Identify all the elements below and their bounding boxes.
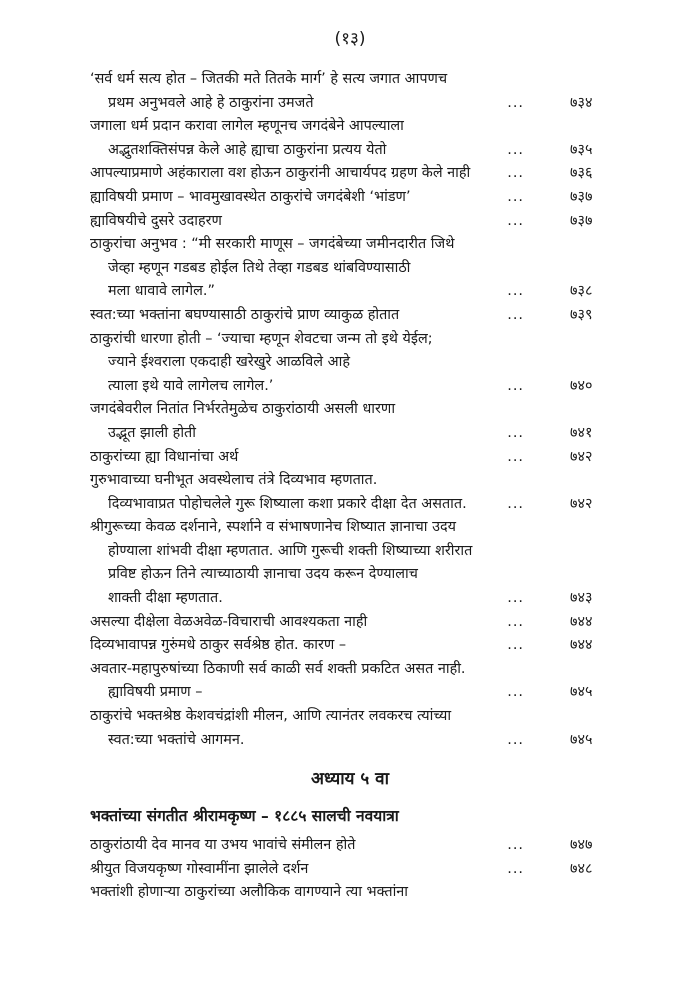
toc-leader-dots: ... <box>507 283 524 300</box>
toc-page-number: ७३६ <box>570 165 593 182</box>
toc-entry-text: श्रीगुरूच्या केवळ दर्शनाने, स्पर्शाने व संभाषणानेच शिष्यात ज्ञानाचा उदय <box>90 519 456 536</box>
toc-page-number: ७३७ <box>570 188 593 205</box>
toc-entry <box>90 162 610 186</box>
toc-page-number: ७४८ <box>570 860 593 877</box>
toc-entry <box>90 858 610 882</box>
toc-entry-text: भक्तांशी होणाऱ्या ठाकुरांच्या अलौकिक वागण्याने त्या भक्तांना <box>90 884 409 901</box>
toc-entry-text: ह्याविषयी प्रमाण – <box>108 684 203 701</box>
toc-leader-dots: ... <box>507 188 524 205</box>
toc-entry-text: गुरुभावाच्या घनीभूत अवस्थेलाच तंत्रे दिव्यभाव म्हणतात. <box>90 472 378 489</box>
toc-leader-dots: ... <box>507 141 524 158</box>
toc-entry <box>90 68 610 115</box>
toc-page-number: ७४० <box>570 377 593 394</box>
toc-entry-text: स्वत:च्या भक्तांना बघण्यासाठी ठाकुरांचे प्राण व्याकुळ होतात <box>90 306 400 323</box>
toc-leader-dots: ... <box>507 860 524 877</box>
toc-entry-text: श्रीयुत विजयकृष्ण गोस्वामींना झालेले दर्शन <box>90 860 309 877</box>
toc-page-number: ७४१ <box>570 424 593 441</box>
toc-leader-dots: ... <box>507 837 524 853</box>
toc-entry-text: जगाला धर्म प्रदान करावा लागेल म्हणूनच जगदंबेने आपल्याला <box>90 118 404 135</box>
toc-entry-text: ज्याने ईश्वराला एकदाही खरेखुरे आळविले आहे <box>108 354 350 371</box>
toc-entry-text: होण्याला शांभवी दीक्षा म्हणतात. आणि गुरूची शक्ती शिष्याच्या शरीरात <box>108 542 473 559</box>
toc-entry <box>90 115 610 162</box>
toc-leader-dots: ... <box>507 448 524 465</box>
toc-leader-dots: ... <box>507 731 524 748</box>
toc-entry <box>90 210 610 234</box>
toc-leader-dots: ... <box>507 306 524 323</box>
toc-entry-text: त्याला इथे यावे लागेलच लागेल.’ <box>108 377 274 394</box>
section-title: भक्तांच्या संगतीत श्रीरामकृष्ण – १८८५ सालची नवयात्रा <box>90 807 399 825</box>
toc-entry-text: ठाकुरांच्या ह्या विधानांचा अर्थ <box>90 448 239 465</box>
toc-leader-dots: ... <box>507 94 524 111</box>
toc-page-number: ७४४ <box>570 613 593 630</box>
toc-page-number: ७४४ <box>570 637 593 654</box>
toc-entry <box>90 446 610 470</box>
toc-entry-text: ठाकुरांचे भक्तश्रेष्ठ केशवचंद्रांशी मीलन, आणि त्यानंतर लवकरच त्यांच्या <box>90 708 452 725</box>
toc-entry <box>90 516 610 610</box>
toc-entry-text: स्वत:च्या भक्तांचे आगमन. <box>108 731 245 748</box>
toc-entry <box>90 881 610 905</box>
toc-page-number: ७४७ <box>570 837 593 853</box>
toc-entry <box>90 328 610 399</box>
toc-page-number: ७४५ <box>570 684 593 701</box>
toc-entry-text: ठाकुरांचा अनुभव : “मी सरकारी माणूस – जगदंबेच्या जमीनदारीत जिथे <box>90 236 455 253</box>
toc-entry <box>90 611 610 635</box>
toc-leader-dots: ... <box>507 377 524 394</box>
toc-entry-text: शाक्ती दीक्षा म्हणतात. <box>108 590 223 607</box>
toc-entry-text: ह्याविषयीचे दुसरे उदाहरण <box>90 212 222 229</box>
toc-entry-text: अद्भुतशक्तिसंपन्न केले आहे ह्याचा ठाकुरांना प्रत्यय येतो <box>108 141 387 158</box>
table-of-contents <box>90 68 610 752</box>
toc-entry-text: दिव्यभावाप्रत पोहोचलेले गुरू शिष्याला कशा प्रकारे दीक्षा देत असतात. <box>108 495 467 512</box>
toc-entry <box>90 233 610 304</box>
toc-entry-text: दिव्यभावापन्न गुरुंमधे ठाकुर सर्वश्रेष्ठ होत. कारण – <box>90 637 347 654</box>
toc-entry <box>90 634 610 658</box>
toc-entry <box>90 304 610 328</box>
table-of-contents-continued <box>90 834 610 905</box>
toc-page-number: ७३४ <box>570 94 593 111</box>
toc-entry <box>90 705 610 752</box>
toc-entry-text: प्रविष्ट होऊन तिने त्याच्याठायी ज्ञानाचा उदय करून देण्यालाच <box>108 566 418 583</box>
toc-entry <box>90 398 610 445</box>
toc-entry-text: असल्या दीक्षेला वेळअवेळ-विचाराची आवश्यकता नाही <box>90 613 368 630</box>
toc-page-number: ७३७ <box>570 212 593 229</box>
toc-entry-text: आपल्याप्रमाणे अहंकाराला वश होऊन ठाकुरांनी आचार्यपद ग्रहण केले नाही <box>90 165 471 182</box>
toc-leader-dots: ... <box>507 637 524 654</box>
toc-leader-dots: ... <box>507 590 524 607</box>
toc-entry-text: प्रथम अनुभवले आहे हे ठाकुरांना उमजते <box>108 94 314 111</box>
toc-page-number: ७४२ <box>570 448 593 465</box>
toc-entry <box>90 186 610 210</box>
toc-leader-dots: ... <box>507 165 524 182</box>
page-number: (१३) <box>334 29 366 49</box>
toc-entry <box>90 658 610 705</box>
chapter-title: अध्याय ५ वा <box>310 769 390 789</box>
toc-page-number: ७४२ <box>570 495 593 512</box>
toc-entry <box>90 834 610 858</box>
toc-entry-text: उद्भूत झाली होती <box>108 424 196 441</box>
toc-page-number: ७३५ <box>570 141 593 158</box>
toc-leader-dots: ... <box>507 613 524 630</box>
toc-page-number: ७३८ <box>570 283 593 300</box>
toc-leader-dots: ... <box>507 212 524 229</box>
toc-leader-dots: ... <box>507 684 524 701</box>
toc-page-number: ७४५ <box>570 731 593 748</box>
toc-entry-text: ह्याविषयी प्रमाण – भावमुखावस्थेत ठाकुरांचे जगदंबेशी ‘भांडण’ <box>90 188 411 205</box>
toc-entry <box>90 469 610 516</box>
toc-entry-text: जगदंबेवरील नितांत निर्भरतेमुळेच ठाकुरांठायी असली धारणा <box>90 401 396 418</box>
toc-leader-dots: ... <box>507 495 524 512</box>
toc-entry-text: ‘सर्व धर्म सत्य होत – जितकी मते तितके मार्ग’ हे सत्य जगात आपणच <box>90 71 448 87</box>
toc-leader-dots: ... <box>507 424 524 441</box>
toc-entry-text: ठाकुरांची धारणा होती – ‘ज्याचा म्हणून शेवटचा जन्म तो इथे येईल; <box>90 330 433 347</box>
toc-entry-text: मला धावावे लागेल.” <box>108 283 215 300</box>
toc-page-number: ७३९ <box>570 306 593 323</box>
toc-page-number: ७४३ <box>570 590 593 607</box>
toc-entry-text: अवतार-महापुरुषांच्या ठिकाणी सर्व काळी सर्व शक्ती प्रकटित असत नाही. <box>90 660 466 677</box>
toc-entry-text: ठाकुरांठायी देव मानव या उभय भावांचे संमीलन होते <box>90 837 356 853</box>
toc-entry-text: जेव्हा म्हणून गडबड होईल तिथे तेव्हा गडबड थांबविण्यासाठी <box>108 259 411 276</box>
